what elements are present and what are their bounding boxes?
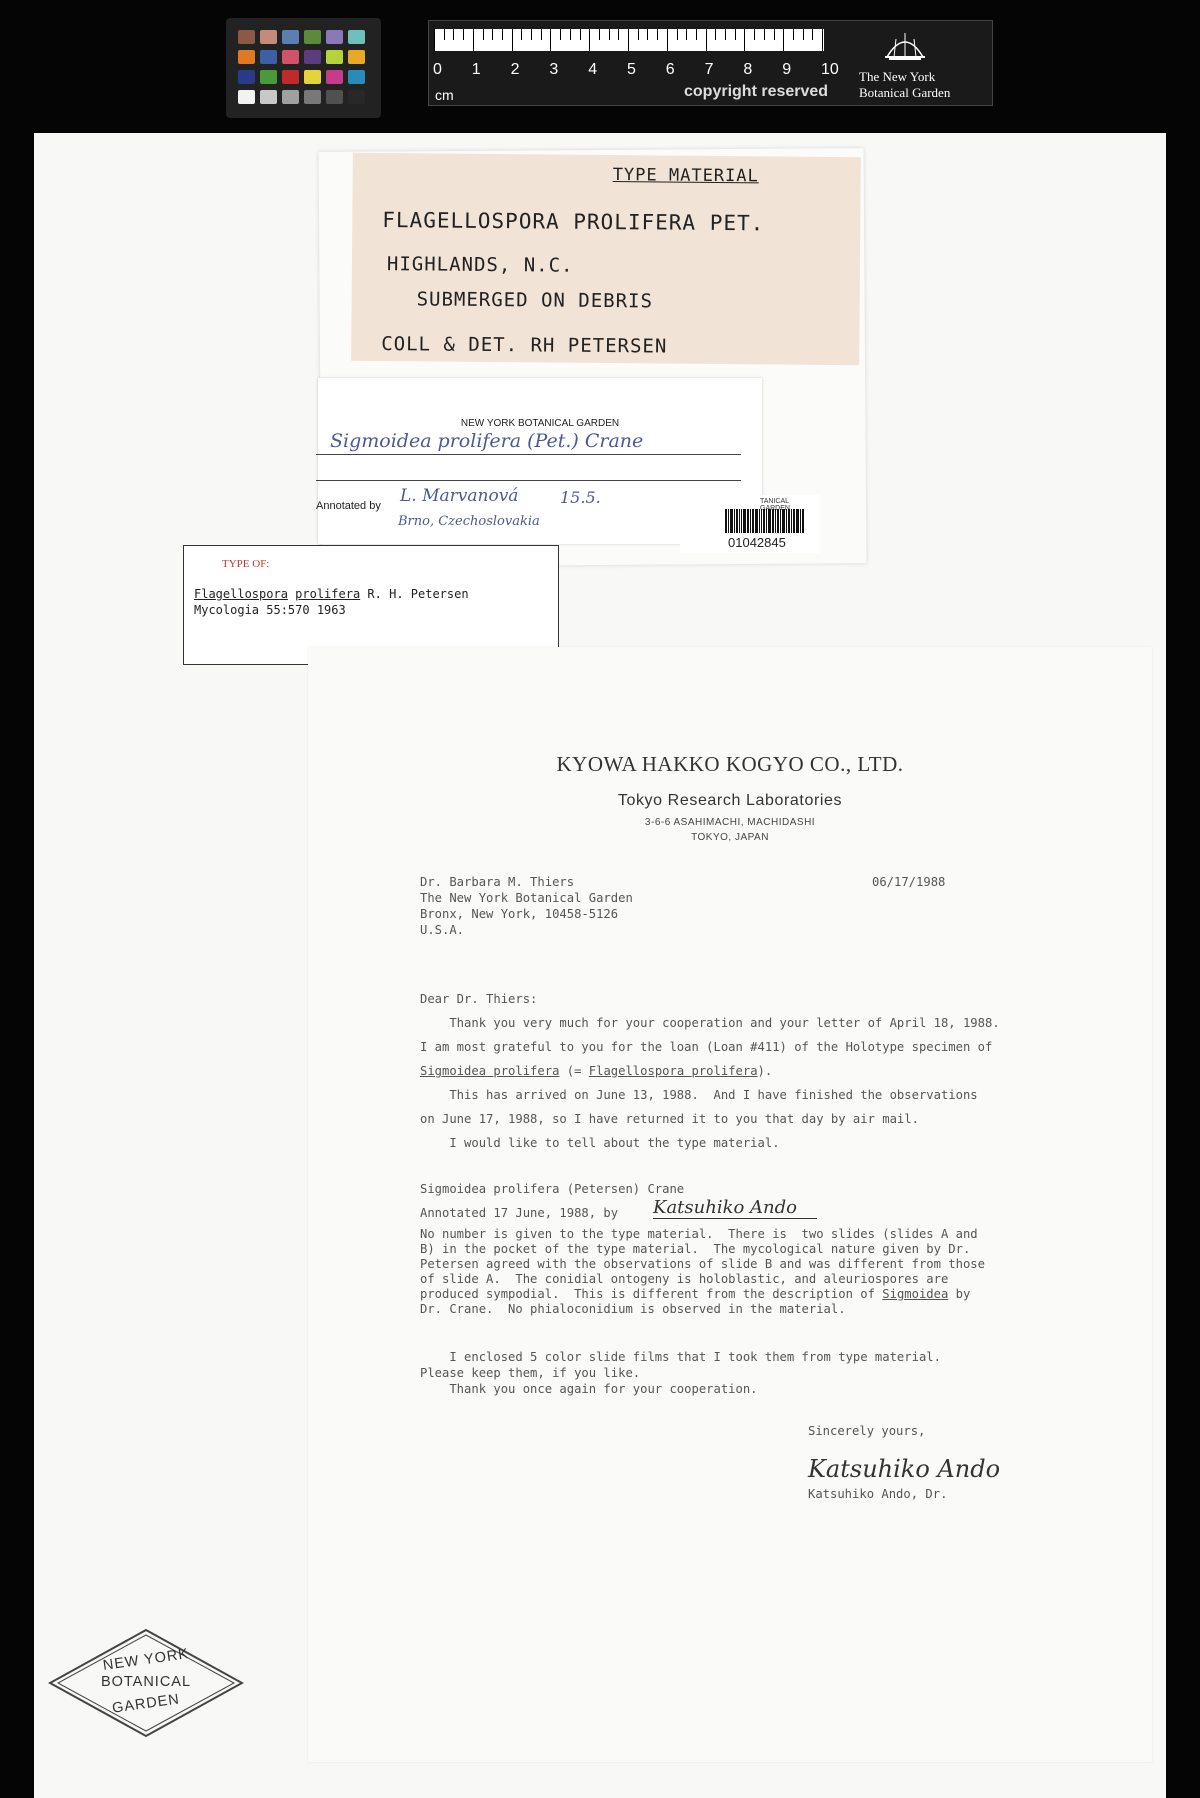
annotator-handwritten: L. Marvanová <box>400 486 519 506</box>
packet-taxon-name: FLAGELLOSPORA PROLIFERA PET. <box>382 208 765 236</box>
recipient-line: Dr. Barbara M. Thiers <box>420 875 575 889</box>
ruler-tick <box>628 29 629 51</box>
color-swatch <box>282 70 299 84</box>
type-label-title: TYPE OF: <box>222 558 270 570</box>
letter-date: 06/17/1988 <box>872 875 946 889</box>
paragraph-line: I am most grateful to you for the loan (Loan #411) of the Holotype specimen of <box>420 1040 993 1054</box>
ruler-tick <box>453 29 454 40</box>
signature: Katsuhiko Ando <box>808 1455 1001 1483</box>
ruler-number: 6 <box>665 61 675 78</box>
letterhead-address1: 3-6-6 ASAHIMACHI, MACHIDASHI <box>644 817 816 828</box>
ruler-tick <box>647 29 648 40</box>
ruler-tick <box>502 29 503 40</box>
annotator-institution-handwritten: Brno, Czechoslovakia <box>398 514 540 529</box>
color-swatch <box>238 70 255 84</box>
type-author: R. H. Petersen <box>367 587 469 601</box>
recipient-line: Bronx, New York, 10458-5126 <box>420 907 619 921</box>
ruler-tick <box>618 29 619 40</box>
letterhead-address2: TOKYO, JAPAN <box>691 832 769 843</box>
color-swatch <box>348 50 365 64</box>
closing-line: Please keep them, if you like. <box>420 1366 641 1380</box>
body-line: Petersen agreed with the observations of slide B and was different from those <box>420 1257 985 1271</box>
ruler-tick <box>725 29 726 40</box>
paragraph-line <box>420 1064 772 1078</box>
ruler-tick <box>589 29 590 51</box>
closing: Sincerely yours, <box>808 1424 926 1438</box>
type-material-heading: TYPE MATERIAL <box>612 165 759 187</box>
ruler-tick <box>793 29 794 40</box>
text-fragment: ). <box>757 1064 773 1078</box>
ruler-number: 4 <box>588 61 598 78</box>
color-swatch <box>282 90 299 104</box>
copyright-text: copyright reserved <box>684 83 829 100</box>
paragraph-line: Thank you very much for your cooperation and your letter of April 18, 1988. <box>420 1016 1000 1030</box>
nybg-logo <box>859 31 987 101</box>
color-swatch <box>282 30 299 44</box>
type-species: prolifera <box>295 587 361 601</box>
ruler-tick <box>434 29 435 51</box>
color-swatch <box>304 50 321 64</box>
body-line <box>420 1287 970 1301</box>
ruler-tick <box>803 29 804 40</box>
annotated-by-label: Annotated by <box>316 500 381 512</box>
color-swatch <box>238 90 255 104</box>
ruler-number: 2 <box>510 61 520 78</box>
annotation-rule <box>316 454 741 455</box>
packet-collector: COLL & DET. RH PETERSEN <box>381 333 668 358</box>
taxon-sigmoidea: Sigmoidea <box>882 1287 949 1301</box>
type-label-name <box>194 587 469 601</box>
ruler-tick <box>560 29 561 40</box>
color-swatch <box>260 50 277 64</box>
barcode-number: 01042845 <box>728 535 786 550</box>
ruler-number: 9 <box>782 61 792 78</box>
paragraph-line: This has arrived on June 13, 1988. And I have finished the observations <box>420 1088 978 1102</box>
ruler-number: 0 <box>433 61 442 78</box>
stamp-line3: GARDEN <box>111 1691 181 1717</box>
taxon-flagellospora: Flagellospora prolifera <box>588 1064 758 1078</box>
paragraph-line: on June 17, 1988, so I have returned it to you that day by air mail. <box>420 1112 919 1126</box>
ruler-tick <box>638 29 639 40</box>
ruler-tick <box>473 29 474 51</box>
packet-label <box>351 153 861 365</box>
ruler-tick <box>686 29 687 40</box>
closing-line: Thank you once again for your cooperation. <box>420 1382 758 1396</box>
ruler-tick <box>744 29 745 51</box>
nybg-stamp <box>48 1628 244 1738</box>
ruler-tick <box>444 29 445 40</box>
ruler-tick <box>609 29 610 40</box>
color-swatch <box>348 70 365 84</box>
closing-line: I enclosed 5 color slide films that I took them from type material. <box>420 1350 941 1364</box>
ruler-number: 10 <box>821 61 839 78</box>
text-fragment: by <box>948 1287 971 1301</box>
ruler-tick <box>715 29 716 40</box>
body-line: No number is given to the type material. There is two slides (slides A and <box>420 1227 978 1241</box>
type-citation: Mycologia 55:570 1963 <box>194 603 346 617</box>
signer-name: Katsuhiko Ando, Dr. <box>808 1487 948 1501</box>
ruler-tick <box>812 29 813 40</box>
conservatory-dome-icon <box>883 31 927 61</box>
ruler-tick <box>783 29 784 51</box>
ruler-tick <box>735 29 736 40</box>
body-line: of slide A. The conidial ontogeny is holoblastic, and aleuriospores are <box>420 1272 949 1286</box>
annotation-taxon-handwritten: Sigmoidea prolifera (Pet.) Crane <box>330 430 644 452</box>
color-swatch <box>326 30 343 44</box>
ruler-tick <box>822 29 823 51</box>
packet-habitat: SUBMERGED ON DEBRIS <box>416 288 654 313</box>
color-swatch <box>260 70 277 84</box>
ruler-number: 7 <box>704 61 714 78</box>
color-swatch <box>326 70 343 84</box>
annotation-label-header: NEW YORK BOTANICAL GARDEN <box>460 418 620 429</box>
ruler-tick <box>696 29 697 40</box>
ruler-tick <box>521 29 522 40</box>
ruler-tick <box>580 29 581 40</box>
barcode-header: TANICAL <box>760 498 789 505</box>
color-swatch <box>282 50 299 64</box>
paragraph-line: I would like to tell about the type material. <box>420 1136 780 1150</box>
annotation-date-handwritten: 15.5. <box>560 488 601 507</box>
barcode-label <box>680 495 820 553</box>
recipient-line: U.S.A. <box>420 923 465 937</box>
unit-label: cm <box>435 87 454 103</box>
color-swatch <box>238 50 255 64</box>
ruler-tick <box>764 29 765 40</box>
ruler-tick <box>512 29 513 51</box>
letterhead-division: Tokyo Research Laboratories <box>617 792 843 809</box>
taxon-sigmoidea: Sigmoidea prolifera <box>420 1064 560 1078</box>
color-swatch <box>304 30 321 44</box>
ruler-tick <box>531 29 532 40</box>
scale-bar <box>428 20 993 106</box>
color-swatch <box>238 30 255 44</box>
body-line: B) in the pocket of the type material. The mycological nature given by Dr. <box>420 1242 971 1256</box>
type-genus: Flagellospora <box>194 587 288 601</box>
salutation: Dear Dr. Thiers: <box>420 992 538 1006</box>
ruler-tick <box>657 29 658 40</box>
ruler-tick <box>774 29 775 40</box>
logo-line1: The New York <box>859 69 936 84</box>
letter <box>308 647 1152 1762</box>
ruler-tick <box>550 29 551 51</box>
logo-line2: Botanical Garden <box>859 85 951 100</box>
letterhead-company: KYOWA HAKKO KOGYO CO., LTD. <box>556 752 904 776</box>
color-swatch <box>304 70 321 84</box>
ruler-tick <box>667 29 668 51</box>
color-swatch <box>348 30 365 44</box>
ruler-number: 5 <box>627 61 636 78</box>
annotation-line: Annotated 17 June, 1988, by <box>420 1206 619 1220</box>
annotation-signature: Katsuhiko Ando <box>653 1197 817 1219</box>
annotation-rule <box>316 480 741 481</box>
packet-locality: HIGHLANDS, N.C. <box>386 253 574 277</box>
ruler-number: 8 <box>743 61 753 78</box>
ruler-tick <box>599 29 600 40</box>
ruler-tick <box>754 29 755 40</box>
color-swatch <box>260 30 277 44</box>
text-fragment: (= <box>559 1064 589 1078</box>
barcode <box>725 509 817 533</box>
ruler-tick <box>541 29 542 40</box>
stamp-line2: BOTANICAL <box>100 1674 192 1690</box>
color-calibration-card <box>226 18 381 118</box>
ruler-tick <box>706 29 707 51</box>
recipient-line: The New York Botanical Garden <box>420 891 633 905</box>
ruler-number: 1 <box>471 61 481 78</box>
body-line: Dr. Crane. No phialoconidium is observed in the material. <box>420 1302 846 1316</box>
ruler-tick <box>463 29 464 40</box>
ruler-tick <box>492 29 493 40</box>
color-swatch <box>326 50 343 64</box>
ruler-tick <box>483 29 484 40</box>
text-fragment: produced sympodial. This is different from the description of <box>420 1287 883 1301</box>
color-swatch <box>348 90 365 104</box>
annotation-line: Sigmoidea prolifera (Petersen) Crane <box>420 1182 685 1196</box>
color-swatch <box>260 90 277 104</box>
color-swatch <box>304 90 321 104</box>
ruler <box>434 29 824 51</box>
ruler-tick <box>570 29 571 40</box>
stamp-line1: NEW YORK <box>101 1646 191 1674</box>
color-swatch <box>326 90 343 104</box>
ruler-tick <box>677 29 678 40</box>
ruler-number: 3 <box>549 61 559 78</box>
